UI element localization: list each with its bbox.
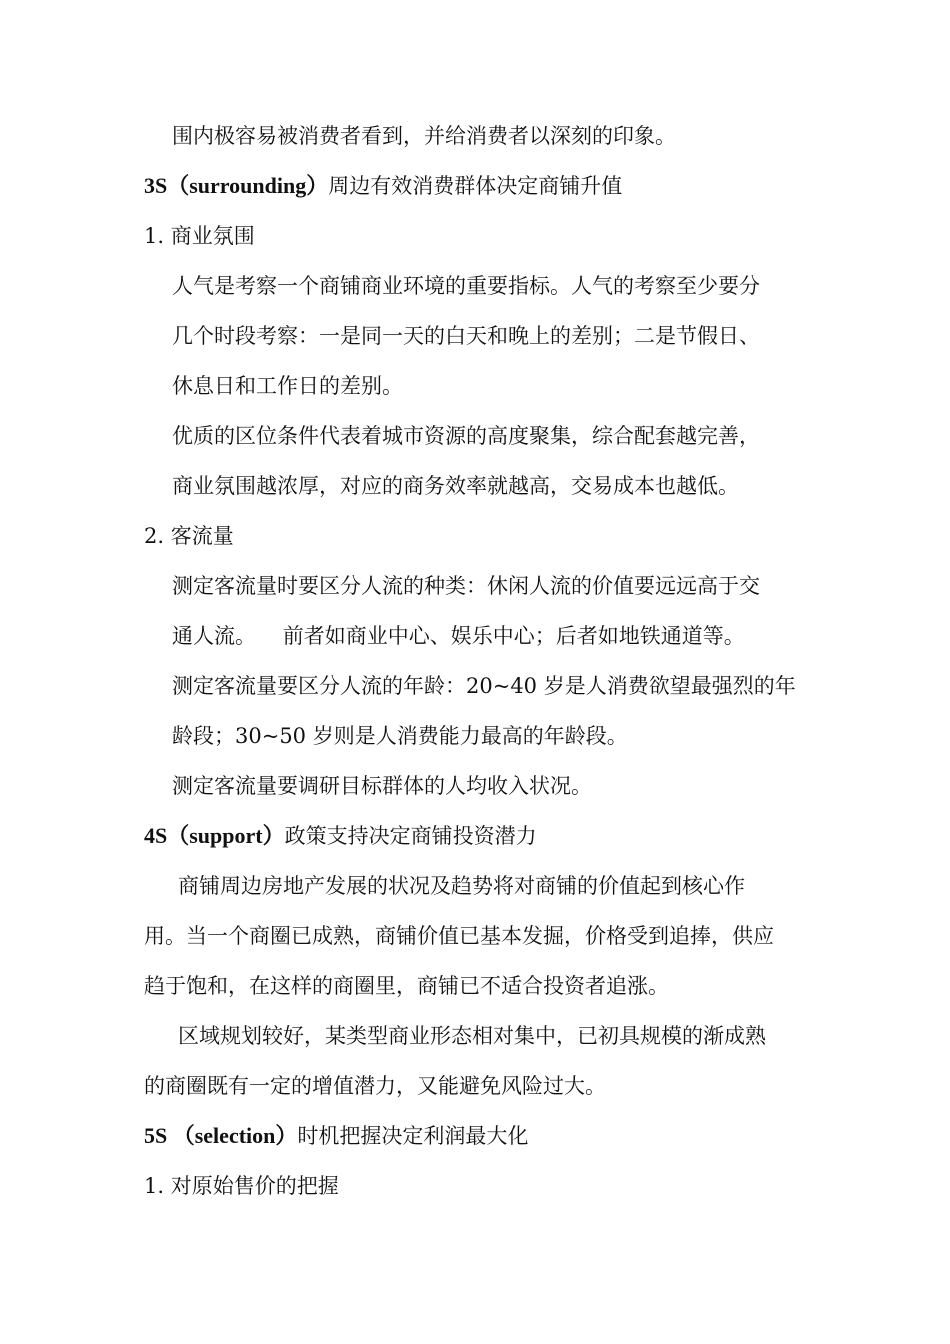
- paragraph-line: 通人流。 前者如商业中心、娱乐中心；后者如地铁通道等。: [172, 624, 745, 648]
- paragraph-line: 趋于饱和，在这样的商圈里，商铺已不适合投资者追涨。: [144, 974, 669, 998]
- paragraph-line: 商铺周边房地产发展的状况及趋势将对商铺的价值起到核心作: [178, 874, 745, 898]
- paragraph-line: 休息日和工作日的差别。: [172, 374, 403, 398]
- section-title: 政策支持决定商铺投资潜力: [284, 824, 537, 848]
- paragraph-line: 人气是考察一个商铺商业环境的重要指标。人气的考察至少要分: [172, 274, 760, 298]
- paragraph-line: 的商圈既有一定的增值潜力，又能避免风险过大。: [144, 1074, 606, 1098]
- paragraph-line: 测定客流量要调研目标群体的人均收入状况。: [172, 774, 592, 798]
- section-title: 周边有效消费群体决定商铺升值: [328, 174, 623, 198]
- subheading-original-price: 1. 对原始售价的把握: [144, 1174, 339, 1198]
- subheading-commercial-atmosphere: 1. 商业氛围: [144, 224, 255, 248]
- subheading-customer-flow: 2. 客流量: [144, 524, 234, 548]
- paragraph-line: 龄段；30~50 岁则是人消费能力最高的年龄段。: [172, 724, 628, 748]
- section-heading-3s: [144, 172, 622, 200]
- section-code: 4S（support）: [144, 823, 285, 848]
- section-code: 3S（surrounding）: [144, 173, 329, 198]
- paragraph-line: 几个时段考察：一是同一天的白天和晚上的差别；二是节假日、: [172, 324, 760, 348]
- paragraph-line: 用。当一个商圈已成熟，商铺价值已基本发掘，价格受到追捧，供应: [144, 924, 774, 948]
- paragraph-line: 测定客流量时要区分人流的种类：休闲人流的价值要远远高于交: [172, 574, 760, 598]
- paragraph-line: 商业氛围越浓厚，对应的商务效率就越高，交易成本也越低。: [172, 474, 739, 498]
- paragraph-line: 区域规划较好，某类型商业形态相对集中，已初具规模的渐成熟: [178, 1024, 766, 1048]
- section-heading-5s: [144, 1122, 528, 1150]
- section-code: 5S （selection）: [144, 1123, 298, 1148]
- paragraph-line: 测定客流量要区分人流的年龄：20~40 岁是人消费欲望最强烈的年: [172, 674, 796, 698]
- paragraph-line: 优质的区位条件代表着城市资源的高度聚集，综合配套越完善，: [172, 424, 760, 448]
- paragraph-line: 围内极容易被消费者看到，并给消费者以深刻的印象。: [172, 124, 676, 148]
- section-heading-4s: [144, 822, 537, 850]
- section-title: 时机把握决定利润最大化: [297, 1124, 529, 1148]
